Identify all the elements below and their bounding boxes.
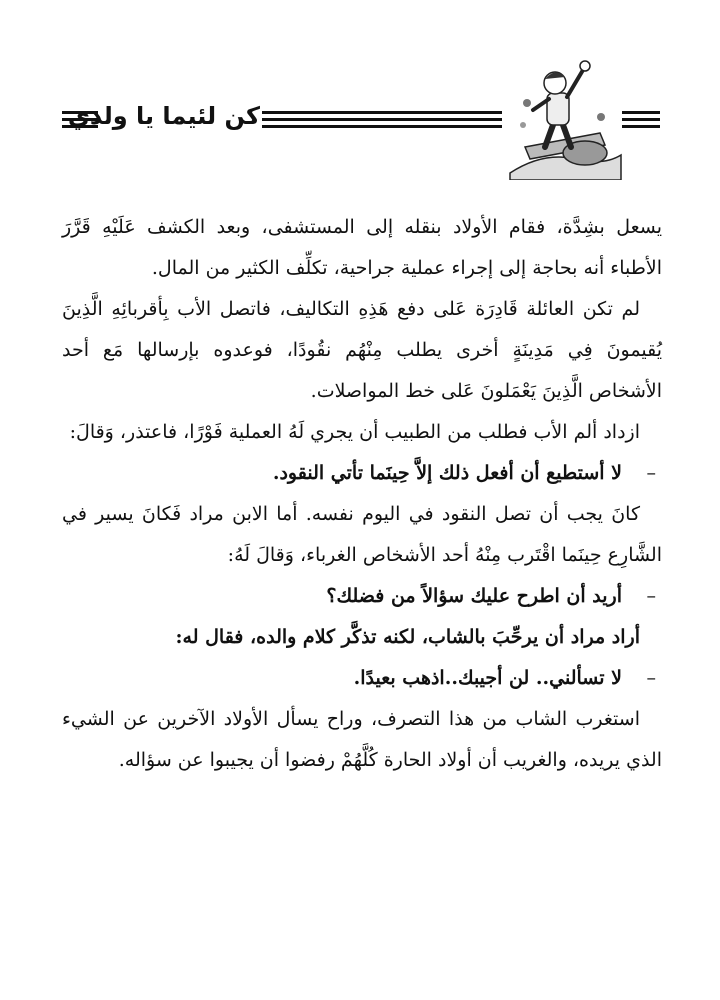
page-header bbox=[0, 0, 720, 190]
dialogue-text: أريد أن اطرح عليك سؤالاً من فضلك؟ bbox=[326, 585, 622, 607]
boy-on-swing-illustration bbox=[505, 55, 623, 180]
dialogue-dash: – bbox=[646, 667, 656, 689]
paragraph: أراد مراد أن يرحِّبَ بالشاب، لكنه تذكَّر كلام والده، فقال له: bbox=[175, 626, 640, 648]
paragraph: لم تكن العائلة قَادِرَة عَلى دفع هَذِهِ التكاليف، فاتصل الأب بِأقربائِهِ الَّذِينَ يُقيمونَ فِي مَدِينَةٍ أخرى يطلب مِنْهُم نقُودًا، فوعدوه بإرسالها مَع أحد الأشخاص الَّذِينَ يَعْمَلونَ عَلى خط المواصلات. bbox=[62, 298, 662, 402]
dialogue-line bbox=[62, 576, 662, 617]
paragraph: كانَ يجب أن تصل النقود في اليوم نفسه. أما الابن مراد فَكانَ يسير في الشَّارِع حِينَما اقْتَرب مِنْهُ أحد الأشخاص الغرباء، وَقالَ لَهُ: bbox=[62, 503, 662, 566]
paragraph: ازداد ألم الأب فطلب من الطبيب أن يجري لَهُ العملية فَوْرًا، فاعتذر، وَقالَ: bbox=[69, 421, 640, 443]
dialogue-dash: – bbox=[646, 462, 656, 484]
dialogue-line bbox=[62, 658, 662, 699]
paragraph: استغرب الشاب من هذا التصرف، وراح يسأل الأولاد الآخرين عن الشيء الذي يريده، والغريب أن أولاد الحارة كُلَّهُمْ رفضوا أن يجيبوا عن سؤاله. bbox=[62, 708, 662, 771]
dialogue-text: لا تسألني.. لن أجيبك..اذهب بعيدًا. bbox=[353, 667, 622, 689]
story-text bbox=[62, 207, 662, 781]
paragraph: يسعل بشِدَّة، فقام الأولاد بنقله إلى المستشفى، وبعد الكشف عَلَيْهِ قَرَّرَ الأطباء أنه بحاجة إلى إجراء عملية جراحية، تكلِّف الكثير من المال. bbox=[62, 216, 662, 279]
decorative-rule-middle bbox=[262, 111, 502, 132]
page-title: كن لئيما يا ولدي bbox=[67, 102, 260, 130]
dialogue-line bbox=[62, 453, 662, 494]
dialogue-dash: – bbox=[646, 585, 656, 607]
decorative-rule-right bbox=[622, 111, 660, 132]
dialogue-text: لا أستطيع أن أفعل ذلك إلاَّ حِينَما تأتي النقود. bbox=[272, 462, 622, 484]
